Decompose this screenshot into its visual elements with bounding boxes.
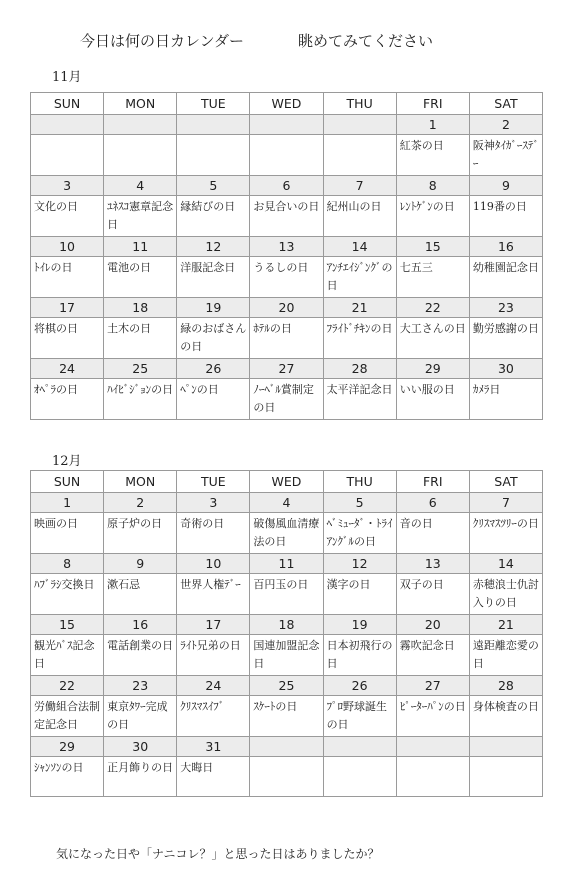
event-name: ﾄｲﾚの日 [31, 257, 104, 298]
event-name: 大晦日 [177, 757, 250, 797]
date-number-row [31, 615, 543, 635]
event-name: 東京ﾀﾜｰ完成の日 [104, 696, 177, 737]
event-name [323, 135, 396, 176]
date-number: 30 [104, 737, 177, 757]
date-number [396, 737, 469, 757]
date-number: 2 [469, 115, 542, 135]
event-name: 霧吹記念日 [396, 635, 469, 676]
date-number: 23 [469, 298, 542, 318]
date-number [250, 115, 323, 135]
date-number [323, 115, 396, 135]
date-number: 7 [469, 493, 542, 513]
event-name: うるしの日 [250, 257, 323, 298]
date-number: 14 [323, 237, 396, 257]
date-number: 29 [396, 359, 469, 379]
weekday-header: THU [323, 93, 396, 115]
weekday-header: SUN [31, 471, 104, 493]
date-number: 27 [396, 676, 469, 696]
weekday-header: TUE [177, 93, 250, 115]
date-number: 1 [396, 115, 469, 135]
weekday-header: WED [250, 93, 323, 115]
date-number: 1 [31, 493, 104, 513]
date-number: 28 [469, 676, 542, 696]
month-label-december: 12月 [52, 454, 82, 469]
weekday-header: FRI [396, 471, 469, 493]
event-name: 七五三 [396, 257, 469, 298]
event-name: 双子の日 [396, 574, 469, 615]
date-number: 14 [469, 554, 542, 574]
calendar-title: 今日は何の日カレンダー [80, 32, 245, 50]
date-number: 13 [396, 554, 469, 574]
date-number: 6 [396, 493, 469, 513]
date-number: 4 [250, 493, 323, 513]
event-name: 観光ﾊﾞｽ記念日 [31, 635, 104, 676]
date-number: 21 [323, 298, 396, 318]
event-name: 119番の日 [469, 196, 542, 237]
event-name: 漱石忌 [104, 574, 177, 615]
event-name: 破傷風血清療法の日 [250, 513, 323, 554]
event-name: 原子炉の日 [104, 513, 177, 554]
date-number-row [31, 737, 543, 757]
date-number: 20 [396, 615, 469, 635]
weekday-header: SAT [469, 471, 542, 493]
date-number: 11 [104, 237, 177, 257]
event-name: 映画の日 [31, 513, 104, 554]
event-name: ﾎﾃﾙの日 [250, 318, 323, 359]
date-number: 9 [104, 554, 177, 574]
event-name: 労働組合法制定記念日 [31, 696, 104, 737]
date-number: 28 [323, 359, 396, 379]
event-name: 太平洋記念日 [323, 379, 396, 420]
calendar-december [30, 470, 543, 797]
date-number: 22 [396, 298, 469, 318]
event-name: 音の日 [396, 513, 469, 554]
event-name: 洋服記念日 [177, 257, 250, 298]
date-number: 12 [323, 554, 396, 574]
date-number-row [31, 237, 543, 257]
date-number-row [31, 298, 543, 318]
event-name: ﾌﾟﾛ野球誕生の日 [323, 696, 396, 737]
date-number: 8 [396, 176, 469, 196]
date-number: 7 [323, 176, 396, 196]
weekday-header: SUN [31, 93, 104, 115]
event-name: 大工さんの日 [396, 318, 469, 359]
weekday-header-row [31, 93, 543, 115]
date-number: 10 [177, 554, 250, 574]
event-name: 赤穂浪士仇討入りの日 [469, 574, 542, 615]
date-number: 16 [104, 615, 177, 635]
weekday-header-row [31, 471, 543, 493]
event-name: 日本初飛行の日 [323, 635, 396, 676]
event-name: ｼｬﾝｿﾝの日 [31, 757, 104, 797]
event-name: ﾍﾟﾝの日 [177, 379, 250, 420]
event-name: 紀州山の日 [323, 196, 396, 237]
date-number: 4 [104, 176, 177, 196]
event-name: ﾗｲﾄ兄弟の日 [177, 635, 250, 676]
weekday-header: MON [104, 93, 177, 115]
event-name [396, 757, 469, 797]
event-name: 将棋の日 [31, 318, 104, 359]
date-number-row [31, 115, 543, 135]
event-name: ﾕﾈｽｺ憲章記念日 [104, 196, 177, 237]
date-number: 26 [177, 359, 250, 379]
date-number [469, 737, 542, 757]
event-name: 漢字の日 [323, 574, 396, 615]
date-number: 18 [250, 615, 323, 635]
calendar-subtitle: 眺めてみてください [298, 32, 434, 50]
event-name: ﾚﾝﾄｹﾞﾝの日 [396, 196, 469, 237]
event-name: 正月飾りの日 [104, 757, 177, 797]
event-name: 阪神ﾀｲｶﾞｰｽﾃﾞｰ [469, 135, 542, 176]
event-name: ｽｹｰﾄの日 [250, 696, 323, 737]
weekday-header: TUE [177, 471, 250, 493]
event-name: 紅茶の日 [396, 135, 469, 176]
date-number: 15 [31, 615, 104, 635]
event-name-row [31, 574, 543, 615]
event-name: 身体検査の日 [469, 696, 542, 737]
date-number: 6 [250, 176, 323, 196]
date-number [250, 737, 323, 757]
date-number-row [31, 554, 543, 574]
date-number: 19 [323, 615, 396, 635]
event-name-row [31, 318, 543, 359]
date-number: 10 [31, 237, 104, 257]
event-name-row [31, 196, 543, 237]
event-name: 緑のおばさんの日 [177, 318, 250, 359]
event-name: ﾋﾟｰﾀｰﾊﾟﾝの日 [396, 696, 469, 737]
event-name: 百円玉の日 [250, 574, 323, 615]
date-number: 18 [104, 298, 177, 318]
date-number [31, 115, 104, 135]
event-name: ｵﾍﾟﾗの日 [31, 379, 104, 420]
date-number: 3 [31, 176, 104, 196]
date-number: 2 [104, 493, 177, 513]
date-number [177, 115, 250, 135]
date-number: 29 [31, 737, 104, 757]
date-number: 17 [177, 615, 250, 635]
event-name: お見合いの日 [250, 196, 323, 237]
date-number: 24 [31, 359, 104, 379]
date-number: 9 [469, 176, 542, 196]
event-name: 世界人権ﾃﾞｰ [177, 574, 250, 615]
event-name-row [31, 135, 543, 176]
event-name [469, 757, 542, 797]
event-name: 土木の日 [104, 318, 177, 359]
event-name [104, 135, 177, 176]
weekday-header: SAT [469, 93, 542, 115]
date-number: 13 [250, 237, 323, 257]
date-number: 25 [104, 359, 177, 379]
date-number: 27 [250, 359, 323, 379]
date-number [323, 737, 396, 757]
date-number [104, 115, 177, 135]
date-number: 12 [177, 237, 250, 257]
weekday-header: FRI [396, 93, 469, 115]
event-name [177, 135, 250, 176]
event-name-row [31, 635, 543, 676]
date-number: 22 [31, 676, 104, 696]
event-name: ﾍﾞﾐｭｰﾀﾞ・ﾄﾗｲｱﾝｸﾞﾙの日 [323, 513, 396, 554]
date-number: 8 [31, 554, 104, 574]
event-name: 勤労感謝の日 [469, 318, 542, 359]
event-name-row [31, 757, 543, 797]
event-name: 奇術の日 [177, 513, 250, 554]
date-number-row [31, 176, 543, 196]
event-name-row [31, 696, 543, 737]
event-name: ｸﾘｽﾏｽｲﾌﾞ [177, 696, 250, 737]
event-name: ﾊﾌﾞﾗｼ交換日 [31, 574, 104, 615]
event-name: ﾊｲﾋﾞｼﾞｮﾝの日 [104, 379, 177, 420]
weekday-header: WED [250, 471, 323, 493]
date-number: 30 [469, 359, 542, 379]
date-number: 20 [250, 298, 323, 318]
date-number: 16 [469, 237, 542, 257]
calendar-november [30, 92, 543, 420]
footer-question: 気になった日や「ナニコレ？」と思った日はありましたか？ [56, 847, 380, 861]
event-name-row [31, 379, 543, 420]
event-name: ｶﾒﾗ日 [469, 379, 542, 420]
event-name-row [31, 257, 543, 298]
date-number: 26 [323, 676, 396, 696]
event-name [250, 135, 323, 176]
event-name: ﾉｰﾍﾞﾙ賞制定の日 [250, 379, 323, 420]
date-number-row [31, 359, 543, 379]
date-number: 25 [250, 676, 323, 696]
date-number: 5 [177, 176, 250, 196]
date-number: 5 [323, 493, 396, 513]
event-name: 電話創業の日 [104, 635, 177, 676]
event-name [323, 757, 396, 797]
date-number: 11 [250, 554, 323, 574]
date-number: 15 [396, 237, 469, 257]
date-number-row [31, 676, 543, 696]
event-name: ｱﾝﾁｴｲｼﾞﾝｸﾞの日 [323, 257, 396, 298]
date-number: 23 [104, 676, 177, 696]
date-number: 31 [177, 737, 250, 757]
event-name: 電池の日 [104, 257, 177, 298]
weekday-header: THU [323, 471, 396, 493]
event-name: 縁結びの日 [177, 196, 250, 237]
date-number: 19 [177, 298, 250, 318]
page-header [0, 30, 578, 54]
date-number-row [31, 493, 543, 513]
event-name [31, 135, 104, 176]
event-name: 幼稚園記念日 [469, 257, 542, 298]
event-name: 文化の日 [31, 196, 104, 237]
date-number: 21 [469, 615, 542, 635]
date-number: 3 [177, 493, 250, 513]
event-name: 国連加盟記念日 [250, 635, 323, 676]
event-name: ｸﾘｽﾏｽﾂﾘｰの日 [469, 513, 542, 554]
event-name: いい服の日 [396, 379, 469, 420]
date-number: 17 [31, 298, 104, 318]
event-name: 遠距離恋愛の日 [469, 635, 542, 676]
date-number: 24 [177, 676, 250, 696]
month-label-november: 11月 [52, 70, 82, 85]
event-name: ﾌﾗｲﾄﾞﾁｷﾝの日 [323, 318, 396, 359]
event-name-row [31, 513, 543, 554]
weekday-header: MON [104, 471, 177, 493]
event-name [250, 757, 323, 797]
